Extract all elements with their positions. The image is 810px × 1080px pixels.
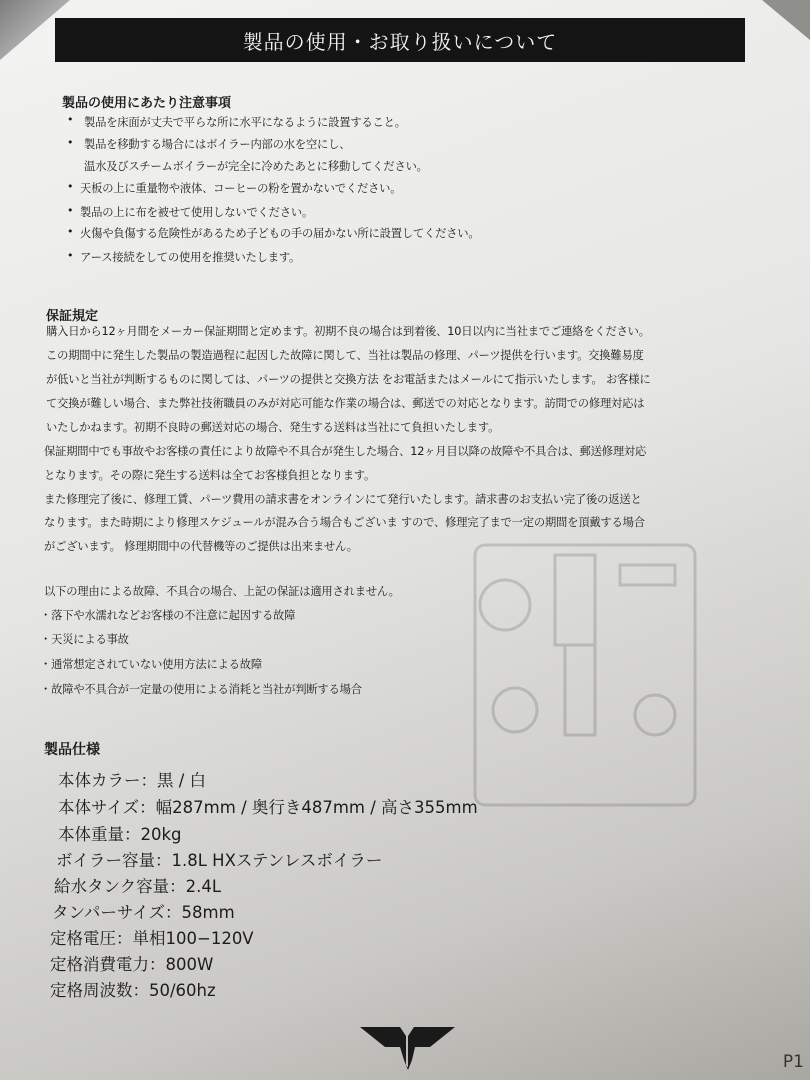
page-title: 製品の使用・お取り扱いについて [55, 18, 745, 62]
spec-weight: 本体重量：20kg [58, 825, 182, 844]
bullet: • [67, 249, 74, 262]
warranty-line: いたしかねます。初期不良時の郵送対応の場合、発生する送料は当社にて負担いたします。 [46, 421, 500, 434]
exclusion-item: ・通常想定されていない使用方法による故障 [40, 658, 262, 671]
page-number: P1 [782, 1052, 804, 1072]
warranty-line: 保証期間中でも事故やお客様の責任により故障や不具合が発生した場合、12ヶ月目以降の故障や不具合は、郵送修理対応 [44, 445, 647, 458]
warranty-line: なります。また時期により修理スケジュールが混み合う場合もございま すので、修理完了まで一定の期間を頂戴する場合 [44, 516, 645, 529]
precaution-item: アース接続をしての使用を推奨いたします。 [80, 251, 301, 264]
exclusion-item: ・落下や水濡れなどお客様の不注意に起因する故障 [40, 609, 296, 622]
warranty-line: がございます。 修理期間中の代替機等のご提供は出来ません。 [44, 540, 358, 553]
exclusion-item: ・故障や不具合が一定量の使用による消耗と当社が判断する場合 [40, 683, 362, 696]
bullet: • [67, 113, 74, 126]
bullet: • [67, 204, 74, 217]
spec-power: 定格消費電力：800W [50, 955, 214, 974]
warranty-line: また修理完了後に、修理工賃、パーツ費用の請求書をオンラインにて発行いたします。請求書のお支払い完了後の返送と [44, 493, 642, 506]
spec-tamper: タンパーサイズ：58mm [52, 903, 235, 922]
exclusions-intro: 以下の理由による故障、不具合の場合、上記の保証は適用されません。 [44, 585, 400, 598]
precaution-item: 製品を床面が丈夫で平らな所に水平になるように設置すること。 [84, 116, 406, 129]
warranty-line: この期間中に発生した製品の製造過程に起因した故障に関して、当社は製品の修理、パーツ提供を行います。交換難易度 [46, 349, 644, 362]
warranty-line: となります。その際に発生する送料は全てお客様負担となります。 [44, 469, 376, 482]
precaution-item: 火傷や負傷する危険性があるため子どもの手の届かない所に設置してください。 [80, 227, 480, 240]
precaution-item: 天板の上に重量物や液体、コーヒーの粉を置かないでください。 [80, 182, 402, 195]
precautions-heading: 製品の使用にあたり注意事項 [62, 96, 232, 111]
precaution-item-continued: 温水及びスチームボイラーが完全に冷めたあとに移動してください。 [84, 160, 428, 173]
warranty-heading: 保証規定 [46, 309, 99, 324]
spec-boiler: ボイラー容量：1.8L HXステンレスボイラー [56, 851, 383, 870]
spec-tank: 給水タンク容量：2.4L [54, 877, 222, 896]
warranty-line: て交換が難しい場合、また弊社技術職員のみが対応可能な作業の場合は、郵送での対応となります。訪問での修理対応は [46, 397, 645, 410]
machine-illustration-watermark [455, 535, 715, 835]
specs-heading: 製品仕様 [44, 742, 100, 758]
warranty-line: 購入日から12ヶ月間をメーカー保証期間と定めます。初期不良の場合は到着後、10日以内に当社までご連絡をください。 [46, 325, 650, 338]
brand-logo [360, 1022, 460, 1072]
spec-color: 本体カラー：黒 / 白 [58, 771, 207, 790]
bullet: • [67, 136, 74, 149]
spec-voltage: 定格電圧：単相100−120V [50, 929, 254, 948]
background-surface [750, 0, 810, 40]
precaution-item: 製品を移動する場合にはボイラー内部の水を空にし、 [84, 138, 351, 151]
bullet: • [67, 180, 74, 193]
bullet: • [67, 225, 74, 238]
spec-frequency: 定格周波数：50/60hz [50, 981, 216, 1000]
warranty-line: が低いと当社が判断するものに関しては、パーツの提供と交換方法 をお電話またはメールにて指示いたします。 お客様に [46, 373, 651, 386]
precaution-item: 製品の上に布を被せて使用しないでください。 [80, 206, 314, 219]
spec-size: 本体サイズ：幅287mm / 奥行き487mm / 高さ355mm [58, 798, 478, 817]
exclusion-item: ・天災による事故 [40, 633, 129, 646]
